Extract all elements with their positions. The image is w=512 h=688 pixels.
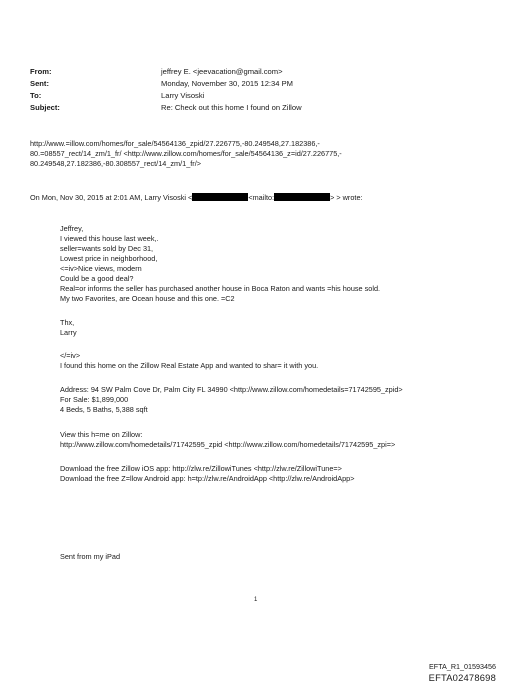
found-line: I found this home on the Zillow Real Estate App and wanted to shar= it with you.: [60, 361, 319, 370]
quote-prefix: On Mon, Nov 30, 2015 at 2:01 AM, Larry Visoski <: [30, 193, 193, 202]
redaction-box: [274, 193, 330, 201]
listing-line: For Sale: $1,899,000: [60, 395, 129, 404]
to-label: To:: [30, 91, 42, 100]
page-number: 1: [254, 597, 258, 603]
from-label: From:: [30, 67, 52, 76]
message-line: Could be a good deal?: [60, 274, 134, 283]
link-line: 80.249548,27.182386,-80.308557_rect/14_zm/1_fr/>: [30, 159, 202, 168]
bates-number-small: EFTA_R1_01593456: [429, 662, 496, 671]
bates-number-large: EFTA02478698: [428, 672, 496, 683]
redaction-box: [192, 193, 248, 201]
message-line: My two Favorites, are Ocean house and this one. =C2: [60, 294, 235, 303]
signoff-line: Thx,: [60, 318, 75, 327]
signoff-line: Larry: [60, 328, 77, 337]
subject-value: Re: Check out this home I found on Zillow: [161, 103, 302, 112]
message-line: Jeffrey,: [60, 224, 84, 233]
download-line: Download the free Zillow iOS app: http://zlw.re/ZillowiTunes <http://zlw.re/ZillowiTune=>: [60, 464, 342, 473]
quote-attribution: [30, 193, 363, 203]
quote-suffix: > > wrote:: [330, 193, 363, 202]
message-line: seller=wants sold by Dec 31,: [60, 244, 154, 253]
download-line: Download the free Z=llow Android app: h=tp://zlw.re/AndroidApp <http://zlw.re/AndroidApp>: [60, 474, 355, 483]
sent-value: Monday, November 30, 2015 12:34 PM: [161, 79, 293, 88]
sent-label: Sent:: [30, 79, 49, 88]
subject-label: Subject:: [30, 103, 60, 112]
quote-mailto: <mailto:: [248, 193, 275, 202]
listing-line: 4 Beds, 5 Baths, 5,388 sqft: [60, 405, 148, 414]
view-line: http://www.zillow.com/homedetails/71742595_zpid <http://www.zillow.com/homedetails/71742595_zpi=>: [60, 440, 396, 449]
link-line: http://www.=illow.com/homes/for_sale/54564136_zpid/27.226775,-80.249548,27.182386,-: [30, 139, 320, 148]
message-line: I viewed this house last week,.: [60, 234, 159, 243]
sent-from-line: Sent from my iPad: [60, 552, 121, 561]
to-value: Larry Visoski: [161, 91, 205, 100]
link-line: 80.=08557_rect/14_zm/1_fr/ <http://www.zillow.com/homes/for_sale/54564136_z=id/27.226775,-: [30, 149, 342, 158]
from-value: jeffrey E. <jeevacation@gmail.com>: [161, 67, 283, 76]
div-close-tag: </=iv>: [60, 351, 81, 360]
message-line: <=iv>Nice views, modern: [60, 264, 142, 273]
view-line: View this h=me on Zillow:: [60, 430, 143, 439]
message-line: Real=or informs the seller has purchased another house in Boca Raton and wants =his house sold.: [60, 284, 381, 293]
listing-line: Address: 94 SW Palm Cove Dr, Palm City FL 34990 <http://www.zillow.com/homedetails=71742595_zpid>: [60, 385, 403, 394]
message-line: Lowest price in neighborhood,: [60, 254, 158, 263]
